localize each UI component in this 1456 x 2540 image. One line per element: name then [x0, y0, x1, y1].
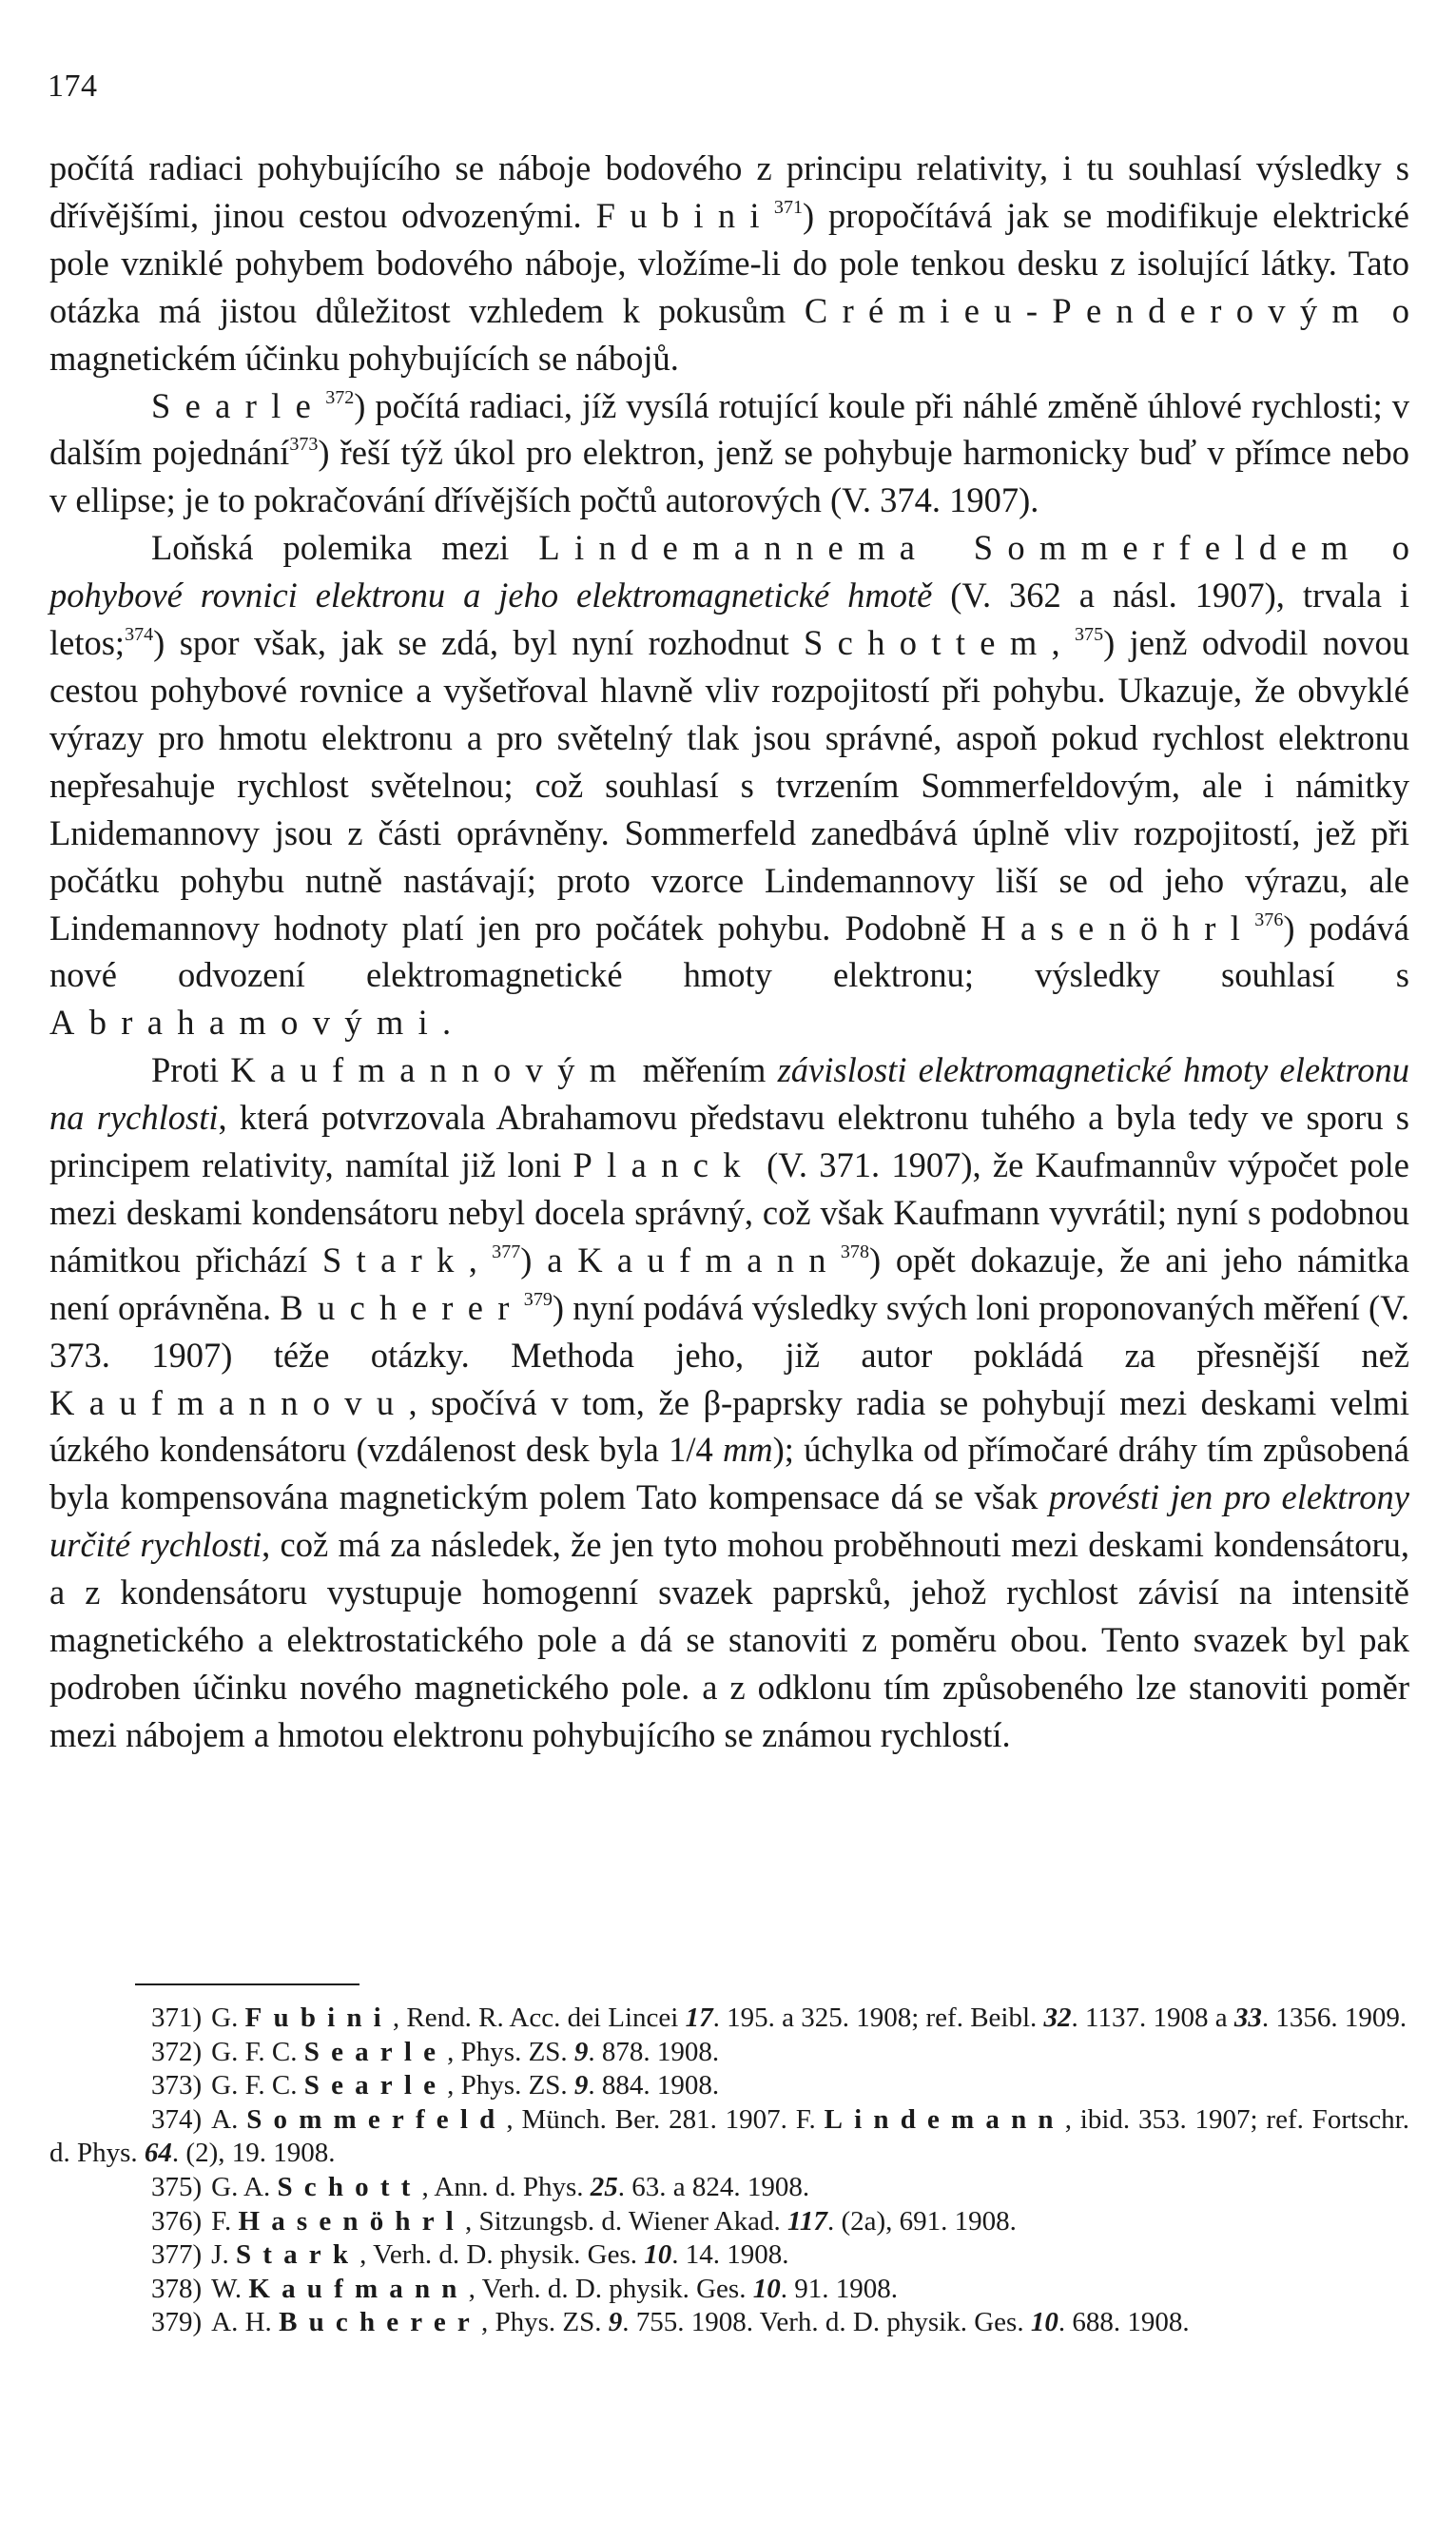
text-run: o magnetickém účinku pohybujících se nábojů. — [49, 290, 1409, 378]
italic-phrase: pohybové rovnici elektronu a jeho elektromagnetické hmotě — [49, 576, 933, 615]
text-run: , Ann. d. Phys. — [421, 2171, 591, 2202]
footnote — [49, 2306, 1409, 2340]
text-run: G. F. C. — [211, 2036, 304, 2067]
footnote-number: 371) — [151, 2003, 203, 2033]
body-paragraph — [49, 524, 1409, 1046]
footnote-number: 373) — [151, 2070, 203, 2101]
text-run: . 688. 1908. — [1058, 2307, 1190, 2338]
volume-number: 33 — [1233, 2003, 1262, 2033]
text-run: , Verh. d. D. physik. Ges. — [468, 2273, 753, 2304]
volume-number: 10 — [752, 2273, 781, 2304]
footnote-reference: 375 — [1075, 624, 1104, 646]
text-run: A. H. — [211, 2307, 280, 2338]
author-name: Sommerfeld — [246, 2103, 507, 2135]
text-run: ) podává nové odvození elektromagnetické hmoty elektronu; výsledky souhlasí s — [49, 908, 1409, 995]
volume-number: 32 — [1043, 2003, 1072, 2033]
text-run: (V. 362 a násl. 1907), trvala i letos; — [49, 576, 1409, 663]
page-number: 174 — [48, 68, 98, 104]
author-name: Kaufmannovým — [230, 1050, 631, 1090]
footnote-reference: 377 — [492, 1241, 521, 1262]
text-run: . (2a), 691. 1908. — [826, 2205, 1017, 2237]
text-run: ) jenž odvodil novou cestou pohybové rovnice a vyšetřoval hlavně vliv rozpojitostí při pohybu. Ukazuje, že obvyklé výrazy pro hmotu elektronu a pro světelný tlak jsou správné, aspoň pokud rychlost elektronu nepřesahuje rychlost světelnou; což souhlasí s tvrzením Sommerfeldovým, ale i námitky Lnidemannovy jsou z části oprávněny. Sommerfeld zanedbává úplně vliv rozpojitostí, jež při počátku pohybu nutně nastávají; proto vzorce Lindemannovy liší se od jeho výrazu, ale Lindemannovy hodnoty platí jen pro počátek pohybu. Podobně — [49, 623, 1409, 948]
text-run: W. — [211, 2273, 249, 2304]
text-run: Loňská polemika mezi — [151, 528, 539, 568]
author-name: Lindemann — [824, 2103, 1065, 2135]
footnote-number: 375) — [151, 2171, 203, 2202]
text-run: , ibid. 353. 1907; ref. Fortschr. d. Phys. — [49, 2103, 1409, 2169]
text-run: , Rend. R. Acc. dei Lincei — [392, 2003, 686, 2033]
text-run: ) počítá radiaci, jíž vysílá rotující koule při náhlé změně úhlové rychlosti; v dalším pojednání — [49, 385, 1409, 473]
text-run: Proti — [151, 1050, 231, 1090]
body-text — [49, 145, 1409, 1759]
footnote-reference: 372 — [325, 386, 355, 408]
text-run: . 63. a 824. 1908. — [617, 2171, 810, 2202]
volume-number: 17 — [685, 2003, 713, 2033]
body-paragraph — [49, 145, 1409, 382]
author-name: Stark, — [322, 1240, 493, 1280]
author-name: Bucherer — [279, 2307, 481, 2338]
footnote-reference: 378 — [840, 1241, 869, 1262]
text-run: . 884. 1908. — [588, 2070, 720, 2101]
text-run: ) propočítává jak se modifikuje elektrické pole vzniklé pohybem bodového náboje, vložíme-li do pole tenkou desku z isolující látky. Tato otázka má jistou důležitost vzhledem k pokusům — [49, 195, 1409, 330]
footnote-number: 374) — [151, 2103, 203, 2135]
italic-phrase: mm — [722, 1430, 773, 1470]
footnote — [49, 2171, 1409, 2205]
footnote-reference: 376 — [1254, 909, 1284, 930]
author-name: Kaufmann — [577, 1240, 841, 1280]
author-name: Hasenöhrl — [238, 2205, 466, 2237]
author-name: Bucherer — [280, 1287, 524, 1327]
footnote-number: 372) — [151, 2036, 203, 2067]
text-run: měřením — [631, 1050, 778, 1090]
text-run: . 14. 1908. — [671, 2239, 789, 2271]
text-run: , spočívá v tom, že β-paprsky radia se pohybují mezi deskami velmi úzkého kondensátoru (vzdálenost desk byla — [49, 1382, 1409, 1470]
text-run: , která potvrzovala Abrahamovu představu elektronu tuhého a byla tedy ve sporu s principem relativity, namítal již loni — [49, 1098, 1409, 1185]
footnote-number: 378) — [151, 2273, 203, 2304]
author-name: Fubini — [595, 195, 774, 235]
footnote — [49, 2036, 1409, 2070]
volume-number: 9 — [573, 2036, 589, 2067]
author-name: Crémieu-Penderovým — [804, 290, 1374, 330]
author-name: Kaufmann — [248, 2273, 469, 2304]
author-name: Kaufmannovu — [49, 1382, 409, 1422]
text-run: . 195. a 325. 1908; ref. Beibl. — [712, 2003, 1044, 2033]
text-run: G. F. C. — [211, 2070, 304, 2101]
footnote-reference: 371 — [773, 196, 803, 218]
text-run — [713, 1430, 723, 1469]
text-run: A. — [211, 2103, 247, 2135]
volume-number: 9 — [608, 2307, 623, 2338]
text-run: . 91. 1908. — [780, 2273, 898, 2304]
footnote-number: 376) — [151, 2205, 203, 2237]
text-run: ); úchylka od přímočaré dráhy tím způsobená byla kompensována magnetickým polem Tato kompensace dá se však — [49, 1430, 1409, 1517]
author-name: Fubini — [244, 2003, 393, 2033]
author-name: Schottem, — [804, 623, 1075, 663]
footnote-number: 377) — [151, 2239, 203, 2271]
author-name: Stark — [235, 2239, 360, 2271]
footnotes — [49, 2002, 1409, 2340]
footnote-reference: 379 — [523, 1288, 553, 1310]
text-run: J. — [211, 2239, 236, 2271]
text-run: ) a — [520, 1240, 578, 1280]
footnote — [49, 2103, 1409, 2171]
text-run: , Sitzungsb. d. Wiener Akad. — [465, 2205, 788, 2237]
text-run: . 878. 1908. — [588, 2036, 720, 2067]
text-run: , Phys. ZS. — [480, 2307, 609, 2338]
footnote — [49, 2273, 1409, 2307]
text-run: . 755. 1908. Verh. d. D. physik. Ges. — [622, 2307, 1031, 2338]
volume-number: 10 — [1030, 2307, 1058, 2338]
text-run: , což má za následek, že jen tyto mohou proběhnouti mezi deskami kondensátoru, a z kondensátoru vystupuje homogenní svazek paprsků, jehož rychlost závisí na intensitě magnetického a elektrostatického pole a dá se stanoviti z poměru obou. Tento svazek byl pak podroben účinku nového magnetického pole. a z odklonu tím způsobeného lze stanoviti poměr mezi nábojem a hmotou elektronu pohybujícího se známou rychlostí. — [49, 1525, 1409, 1754]
footnote — [49, 2069, 1409, 2103]
text-run: , Münch. Ber. 281. 1907. F. — [506, 2103, 825, 2135]
author-name: Schott — [277, 2171, 422, 2202]
author-name: Searle — [151, 385, 326, 425]
author-name: Searle — [303, 2036, 448, 2067]
italic-phrase: provésti jen pro elektrony určité rychlosti — [49, 1477, 1409, 1565]
footnote — [49, 2002, 1409, 2036]
footnote-reference: 373 — [289, 434, 319, 456]
volume-number: 64 — [144, 2138, 172, 2169]
text-run: F. — [211, 2205, 239, 2237]
text-run: G. — [211, 2003, 245, 2033]
author-name: Hasenöhrl — [980, 908, 1255, 948]
volume-number: 9 — [573, 2070, 589, 2101]
body-paragraph — [49, 382, 1409, 525]
text-run: . 1356. 1909. — [1261, 2003, 1407, 2033]
footnote-reference: 374 — [125, 624, 154, 646]
volume-number: 117 — [787, 2205, 827, 2237]
text-run: ) řeší týž úkol pro elektron, jenž se pohybuje harmonicky buď v přímce nebo v ellipse; je to pokračování dřívějších počtů autorových (V. 374. 1907). — [49, 433, 1409, 520]
author-name: Planck — [573, 1145, 755, 1185]
text-run: . (2), 19. 1908. — [171, 2138, 336, 2169]
text-run: , Phys. ZS. — [447, 2036, 574, 2067]
footnote — [49, 2238, 1409, 2273]
text-run: o — [1362, 528, 1409, 568]
text-run: (V. 371. 1907), že Kaufmannův výpočet pole mezi deskami kondensátoru nebyl docela správný, což však Kaufmann vyvrátil; nyní s podobnou námitkou přichází — [49, 1145, 1409, 1280]
text-run: . 1137. 1908 a — [1071, 2003, 1234, 2033]
italic-phrase: závislosti elektromagnetické hmoty elektronu na rychlosti — [49, 1050, 1409, 1138]
text-run: ) spor však, jak se zdá, byl nyní rozhodnut — [153, 623, 805, 663]
text-run: počítá radiaci pohybujícího se náboje bodového z principu relativity, i tu souhlasí výsledky s dřívějšími, jinou cestou odvozenými. — [49, 148, 1409, 235]
footnote — [49, 2205, 1409, 2239]
text-run: 1/4 — [669, 1430, 713, 1470]
author-name: Searle — [303, 2070, 448, 2101]
text-run: , Verh. d. D. physik. Ges. — [359, 2239, 645, 2271]
author-name: Abrahamovými. — [49, 1003, 466, 1043]
volume-number: 25 — [590, 2171, 618, 2202]
footnote-separator — [135, 1983, 359, 1985]
volume-number: 10 — [644, 2239, 672, 2271]
footnote-number: 379) — [151, 2307, 203, 2338]
text-run: ) opět dokazuje, že ani jeho námitka není oprávněna. — [49, 1240, 1409, 1327]
text-run: G. A. — [211, 2171, 278, 2202]
body-paragraph — [49, 1046, 1409, 1759]
text-run: , Phys. ZS. — [447, 2070, 574, 2101]
text-run: ) nyní podává výsledky svých loni proponovaných měření (V. 373. 1907) téže otázky. Methoda jeho, již autor pokládá za přesnější než — [49, 1287, 1409, 1375]
author-name: Lindemannema Sommerfeldem — [538, 528, 1363, 568]
